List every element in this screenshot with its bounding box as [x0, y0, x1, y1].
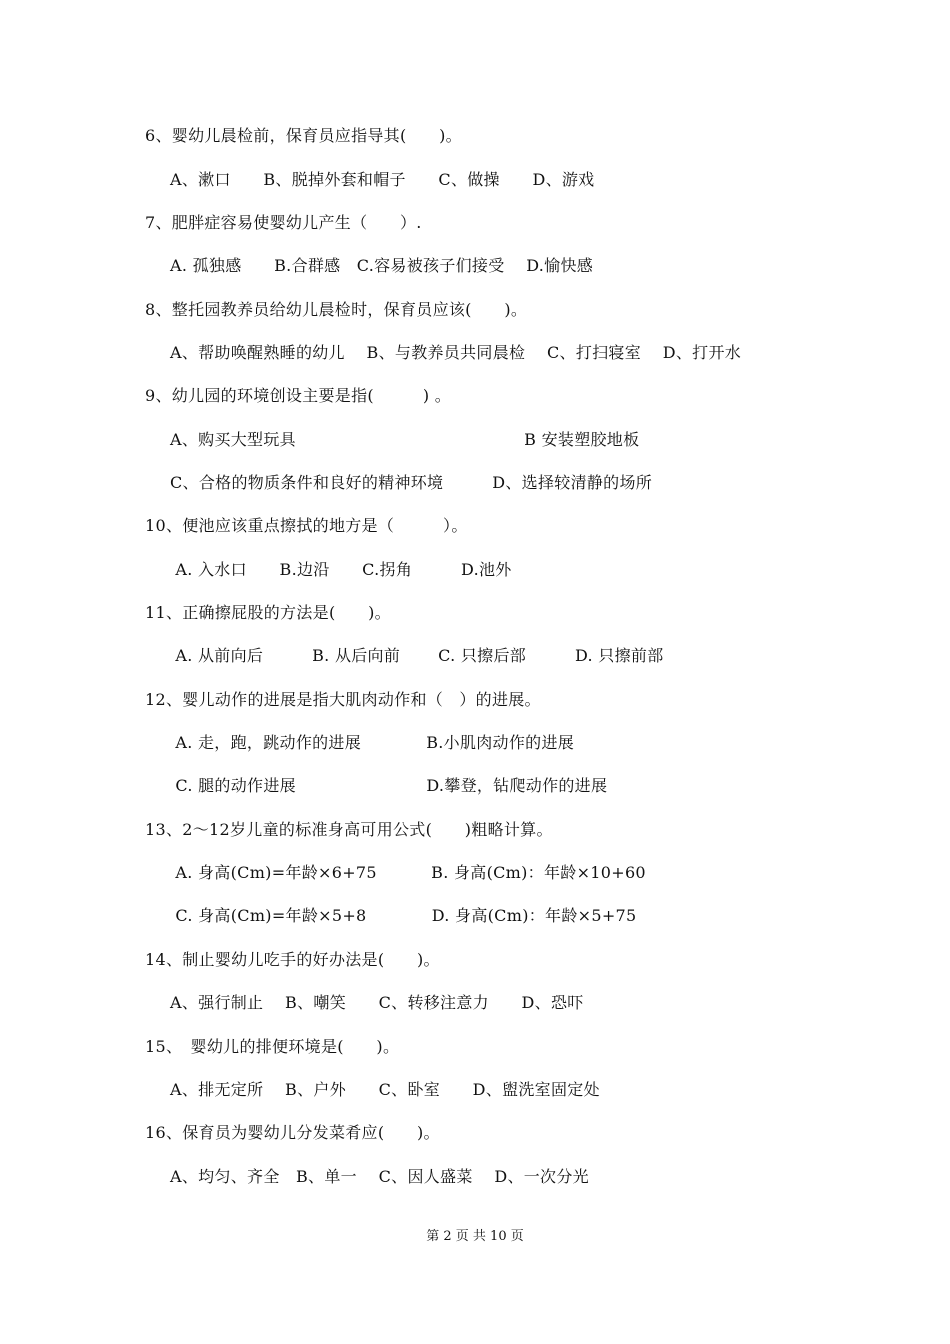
- question-11: 11、正确擦屁股的方法是( )。: [145, 603, 391, 622]
- question-13-options-1: A. 身高(Cm)=年龄×6+75 B. 身高(Cm)：年龄×10+60: [170, 863, 646, 882]
- question-13: 13、2～12岁儿童的标准身高可用公式( )粗略计算。: [145, 820, 553, 839]
- question-14-options: A、强行制止 B、嘲笑 C、转移注意力 D、恐吓: [170, 993, 584, 1012]
- question-8: 8、整托园教养员给幼儿晨检时，保育员应该( )。: [145, 300, 528, 319]
- question-12-options-1: A. 走，跑，跳动作的进展 B.小肌肉动作的进展: [170, 733, 575, 752]
- question-8-options: A、帮助唤醒熟睡的幼儿 B、与教养员共同晨检 C、打扫寝室 D、打开水: [170, 343, 742, 362]
- question-12: 12、婴儿动作的进展是指大肌肉动作和（ ）的进展。: [145, 690, 541, 709]
- question-9: 9、幼儿园的环境创设主要是指( ) 。: [145, 386, 452, 405]
- question-9-options-1: A、购买大型玩具 B 安装塑胶地板: [170, 430, 640, 449]
- question-16: 16、保育员为婴幼儿分发菜肴应( )。: [145, 1123, 440, 1142]
- question-10-options: A. 入水口 B.边沿 C.拐角 D.池外: [170, 560, 512, 579]
- question-15: 15、 婴幼儿的排便环境是( )。: [145, 1037, 400, 1056]
- question-11-options: A. 从前向后 B. 从后向前 C. 只擦后部 D. 只擦前部: [170, 646, 664, 665]
- question-16-options: A、均匀、齐全 B、单一 C、因人盛菜 D、一次分光: [170, 1167, 589, 1186]
- question-14: 14、制止婴幼儿吃手的好办法是( )。: [145, 950, 440, 969]
- question-9-options-2: C、合格的物质条件和良好的精神环境 D、选择较清静的场所: [170, 473, 653, 492]
- question-6-options: A、漱口 B、脱掉外套和帽子 C、做操 D、游戏: [170, 170, 595, 189]
- question-7: 7、肥胖症容易使婴幼儿产生（ ）.: [145, 213, 422, 232]
- question-15-options: A、排无定所 B、户外 C、卧室 D、盥洗室固定处: [170, 1080, 600, 1099]
- question-13-options-2: C. 身高(Cm)=年龄×5+8 D. 身高(Cm)：年龄×5+75: [170, 906, 637, 925]
- question-7-options: A. 孤独感 B.合群感 C.容易被孩子们接受 D.愉快感: [170, 256, 594, 275]
- question-12-options-2: C. 腿的动作进展 D.攀登，钻爬动作的进展: [170, 776, 608, 795]
- page-footer: 第 2 页 共 10 页: [426, 1229, 524, 1244]
- question-6: 6、婴幼儿晨检前，保育员应指导其( )。: [145, 126, 462, 145]
- question-10: 10、便池应该重点擦拭的地方是（ ）。: [145, 516, 468, 535]
